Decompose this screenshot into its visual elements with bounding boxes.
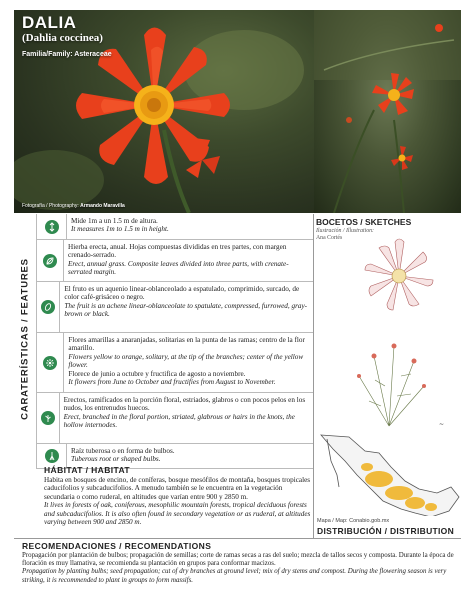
feature-es: Erectos, ramificados en la porción floral, estriados, glabros o con pocos pelos en los nudos, los entrenudos huecos. (63, 396, 306, 413)
feature-en: Erect, annual grass. Composite leaves divided into three parts, with crenate-serrated margin. (68, 259, 289, 277)
feature-icon-cell (37, 214, 67, 239)
feature-en: Erect, branched in the floral portion, striated, glabrous or hairs in the knots, the hollow internodes. (63, 412, 295, 430)
plant-title: DALIA (22, 13, 77, 32)
illustrator-name: Ana Cortés (316, 235, 343, 241)
feature-row-leaves (37, 240, 313, 282)
recommendations-es: Propagación por plantación de bulbos; propagación de semillas; corte de ramas secas a ras del suelo; mezcla de tallos secos y composta. Durante la época de floración es muy llamativa, se recomienda su plantación en grupos para conformar macizos. (22, 552, 454, 568)
feature-row-flowers (37, 333, 313, 393)
feature-es: Flores amarillas a anaranjadas, solitarias en la punta de las ramas; centro de la flor amarillo. (68, 336, 305, 353)
feature-row-fruit (37, 282, 313, 333)
family-label: Familia/Family: (22, 51, 73, 58)
feature-en: Tuberous root or shaped bulbs. (71, 455, 161, 464)
feature-text (60, 393, 313, 443)
feature-en: The fruit is an achene linear-oblanceolate to spatulate, compressed, furrowed, gray-brown or black. (64, 301, 308, 319)
photo-credit (22, 203, 125, 209)
habitat-section (36, 465, 313, 526)
feature-icon-cell (37, 333, 64, 392)
recommendations-section (14, 541, 462, 585)
habitat-en: It lives in forests of oak, coniferous, mesophilic mountain forests, tropical deciduous forests and subcaducifolios. It is also often found in secondary vegetation or as ruderal, at altitudes varying between 900 and 2850 m. (44, 501, 311, 527)
photo-credit-name: Armando Maravilla (80, 203, 125, 209)
feature-en: It measures 1m to 1.5 m in height. (71, 225, 169, 234)
recommendations-en: Propagation by planting bulbs; seed propagation; cut of dry branches at ground level; mix of dry stems and compost. During the flowering season is very striking, it is recommended to plant in groups to form massifs. (22, 568, 447, 584)
feature-row-height (37, 214, 313, 240)
feature-es: Raíz tuberosa o en forma de bulbos. (71, 447, 175, 455)
feature-text (64, 333, 313, 392)
habitat-es: Habita en bosques de encino, de coníferas, bosque mesófilos de montaña, bosques tropicales caducifolios y subcaducifolios. A menudo también se le encuentra en la vegetación secundaria o como ruderal, en altitudes que varían entre 900 y 2850 m. (44, 476, 311, 501)
feature-en: Flowers yellow to orange, solitary, at the tip of the branches; center of the yellow flower. (68, 352, 304, 370)
photo-credit-label: Fotografía / Photography: (22, 203, 79, 209)
leaf-icon (43, 254, 57, 268)
recommendations-heading: RECOMENDACIONES / RECOMENDATIONS (22, 541, 212, 551)
feature-text (60, 282, 313, 332)
root-icon (45, 449, 59, 463)
feature-icon-cell (37, 393, 60, 443)
mexico-map (321, 435, 459, 516)
feature-es-flowering: Florece de junio a octubre y fructifica de agosto a noviembre. (68, 369, 246, 378)
feature-row-stems (37, 393, 313, 444)
sketches-heading: BOCETOS / SKETCHES (316, 217, 412, 227)
side-plant-photo (314, 10, 461, 213)
features-table (36, 214, 313, 469)
sketch-drawings (314, 216, 464, 516)
title-block (22, 14, 112, 58)
feature-text (64, 240, 313, 281)
feature-es: Hierba erecta, anual. Hojas compuestas divididas en tres partes, con margen crenado-serrado. (68, 243, 287, 260)
height-icon (45, 220, 59, 234)
recommendations-divider (14, 538, 461, 539)
features-label-text: CARATERÍSTICAS / FEATURES (19, 258, 31, 420)
feature-en-flowering: It flowers from June to October and fructifies from August to November. (68, 378, 276, 387)
feature-icon-cell (37, 240, 64, 281)
svg-text:~: ~ (439, 421, 445, 428)
flower-icon (43, 356, 57, 370)
feature-es: Mide 1m a un 1.5 m de altura. (71, 217, 158, 225)
map-credit: Mapa / Map: Conabio.gob.mx (317, 518, 390, 524)
feature-text (67, 214, 173, 239)
distribution-heading: DISTRIBUCIÓN / DISTRIBUTION (317, 526, 455, 536)
seed-icon (41, 300, 55, 314)
features-vertical-label (14, 214, 36, 464)
stem-icon (41, 411, 55, 425)
feature-icon-cell (37, 282, 60, 332)
feature-es: El fruto es un aquenio linear-oblanceolado a espatulado, comprimido, surcado, de color café-grisáceo o negro. (64, 285, 300, 302)
family-line (22, 51, 112, 58)
latin-name: (Dahlia coccinea) (22, 32, 103, 44)
family-value: Asteraceae (74, 51, 112, 58)
sketches-column (314, 216, 464, 536)
illustration-label: Ilustración / Illustration: (316, 228, 374, 234)
habitat-heading: HÁBITAT / HABITAT (44, 465, 130, 475)
